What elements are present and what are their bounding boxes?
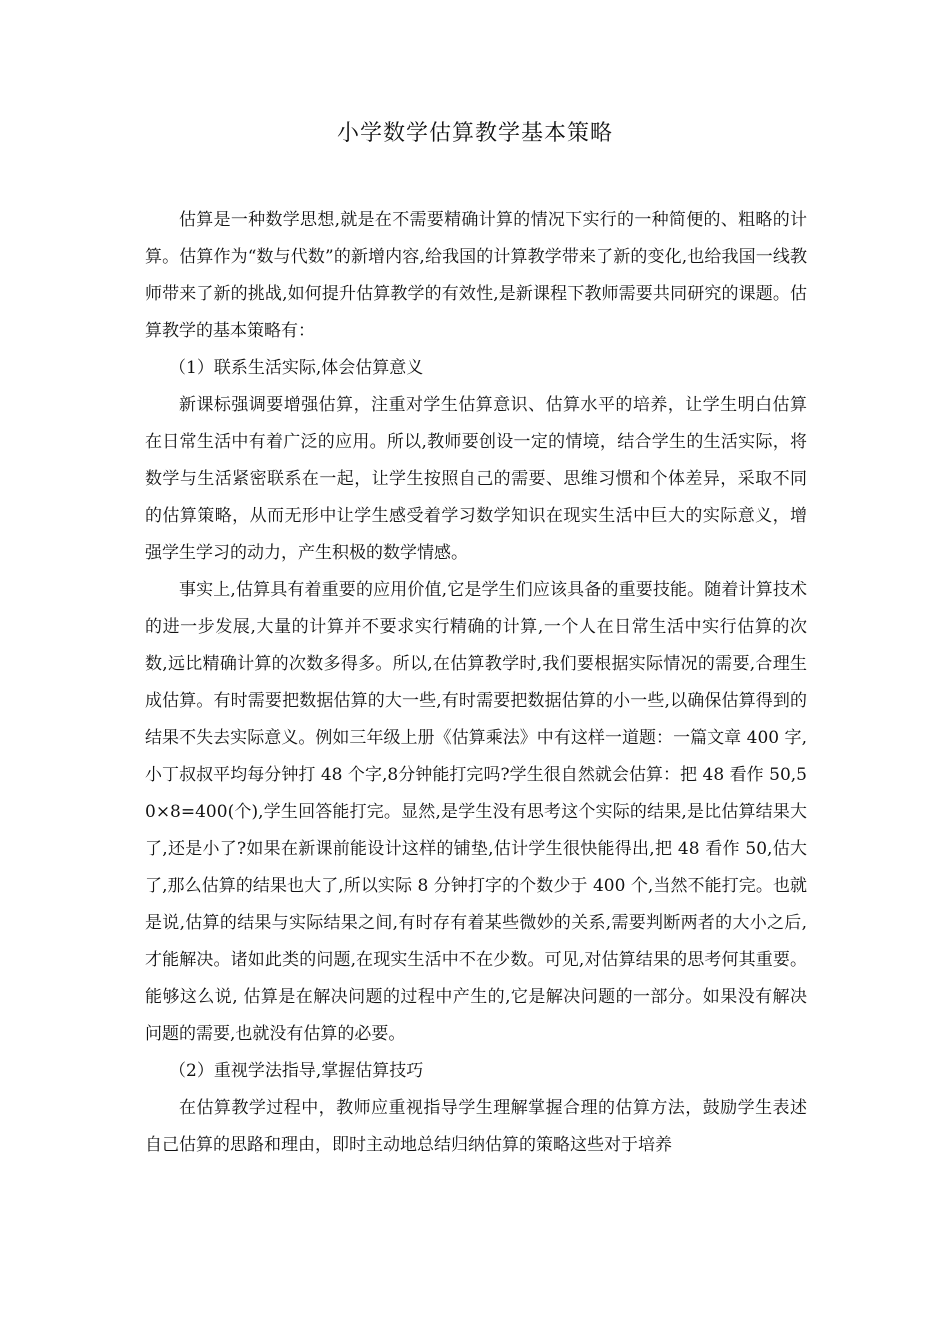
section-heading-2: （2）重视学法指导,掌握估算技巧 <box>169 1061 424 1081</box>
section-1-paragraph-1: 新课标强调要增强估算，注重对学生估算意识、估算水平的培养，让学生明白估算在日常生活中有着广泛的应用。所以,教师要创设一定的情境，结合学生的生活实际，将数学与生活紧密联系在一起，让学生按照自己的需要、思维习惯和个体差异，采取不同的估算策略，从而无形中让学生感受着学习数学知识在现实生活中巨大的实际意义，增强学生学习的动力，产生积极的数学情感。 <box>145 395 807 563</box>
document-title: 小学数学估算教学基本策略 <box>336 121 613 146</box>
section-1-paragraph-2: 事实上,估算具有着重要的应用价值,它是学生们应该具备的重要技能。随着计算技术的进一步发展,大量的计算并不要求实行精确的计算,一个人在日常生活中实行估算的次数,远比精确计算的次数多得多。所以,在估算教学时,我们要根据实际情况的需要,合理生成估算。有时需要把数据估算的大一些,有时需要把数据估算的小一些,以确保估算得到的结果不失去实际意义。例如三年级上册《估算乘法》中有这样一道题：一篇文章 400 字,小丁叔叔平均每分钟打 48 个字,8分钟能打完吗?学生很自然就会估算：把 48 看作 50,50×8=400(个),学生回答能打完。显然,是学生没有思考这个实际的结果,是比估算结果大了,还是小了?如果在新课前能设计这样的铺垫,估计学生很快能得出,把 48 看作 50,估大了,那么估算的结果也大了,所以实际 8 分钟打字的个数少于 400 个,当然不能打完。也就是说,估算的结果与实际结果之间,有时存有着某些微妙的关系,需要判断两者的大小之后,才能解决。诸如此类的问题,在现实生活中不在少数。可见,对估算结果的思考何其重要。能够这么说, 估算是在解决问题的过程中产生的,它是解决问题的一部分。如果没有解决问题的需要,也就没有估算的必要。 <box>145 580 807 1044</box>
section-2-paragraph-1: 在估算教学过程中，教师应重视指导学生理解掌握合理的估算方法，鼓励学生表述自己估算的思路和理由，即时主动地总结归纳估算的策略这些对于培养 <box>145 1098 807 1155</box>
section-heading-1: （1）联系生活实际,体会估算意义 <box>169 358 424 378</box>
document-body <box>145 202 807 1164</box>
intro-paragraph: 估算是一种数学思想,就是在不需要精确计算的情况下实行的一种简便的、粗略的计算。估算作为“数与代数”的新增内容,给我国的计算教学带来了新的变化,也给我国一线教师带来了新的挑战,如何提升估算教学的有效性,是新课程下教师需要共同研究的课题。估算教学的基本策略有： <box>145 210 807 341</box>
